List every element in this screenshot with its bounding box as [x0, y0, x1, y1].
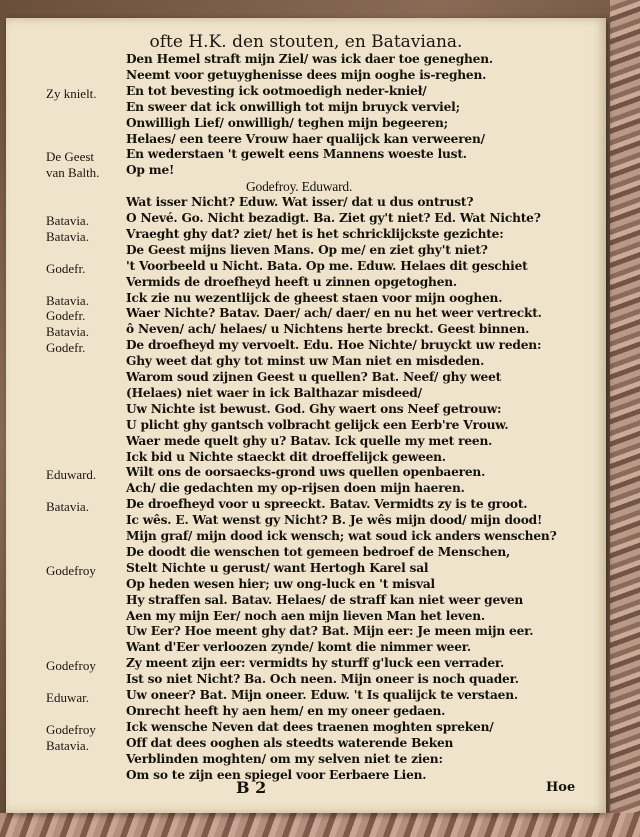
- verse-line: Neemt voor getuyghenisse dees mijn ooghe is-reghen.: [126, 67, 487, 82]
- verse-line: Ick zie nu wezentlijck de gheest staen voor mijn ooghen.: [126, 290, 503, 305]
- verse-line: En tot bevesting ick ootmoedigh neder-knieł/: [126, 83, 427, 98]
- verse-line: Ick wensche Neven dat dees traenen moghten spreken/: [126, 719, 494, 734]
- verse-line: Warom soud zijnen Geest u quellen? Bat. Neef/ ghy weet: [126, 370, 502, 384]
- verse-line: De Geest mijns lieven Mans. Op me/ en ziet ghy't niet?: [126, 242, 488, 257]
- verse-line: Want d'Eer verloozen zynde/ komt die nimmer weer.: [126, 640, 471, 655]
- speaker-label: Godefroy: [46, 721, 96, 737]
- speaker-label: van Balth.: [46, 165, 100, 181]
- verse-line: Zy meent zijn eer: vermidts hy sturff g'luck een verrader.: [126, 656, 505, 671]
- speaker-label: De Geest: [46, 149, 95, 165]
- verse-line: Ist so niet Nicht? Ba. Och neen. Mijn oneer is noch quader.: [126, 672, 519, 687]
- verse-line: Vermids de droefheyd heeft u zinnen opgetoghen.: [126, 274, 457, 289]
- verse-line: Waer mede quelt ghy u? Batav. Ick quelle my met reen.: [126, 433, 493, 448]
- speaker-label: Godefroy: [46, 658, 96, 674]
- speaker-label: Zy knielt.: [46, 85, 97, 101]
- verse-line: Den Hemel straft mijn Ziel/ was ick daer toe geneghen.: [126, 52, 493, 66]
- verse-line: U plicht ghy gantsch volbracht gelijck een Eerb're Vrouw.: [126, 417, 509, 432]
- verse-line: De droefheyd my vervoelt. Edu. Hoe Nichte/ bruyckt uw reden:: [126, 338, 542, 353]
- verse-line: Uw oneer? Bat. Mijn oneer. Eduw. 't Is qualijck te verstaen.: [126, 688, 518, 702]
- verse-line: De droefheyd voor u spreeckt. Batav. Vermidts zy is te groot.: [126, 497, 528, 512]
- speaker-label: Godefroy: [46, 562, 96, 578]
- verse-line: Wat isser Nicht? Eduw. Wat isser/ dat u dus ontrust?: [126, 195, 474, 210]
- verse-line: En wederstaen 't gewelt eens Mannens woeste lust.: [126, 147, 467, 162]
- verse-line: Op me!: [126, 163, 175, 178]
- book-page: [6, 18, 606, 813]
- verse-line: Ach/ die gedachten my op-rijsen doen mijn haeren.: [126, 481, 465, 496]
- verse-line: Wilt ons de oorsaecks-grond uws quellen openbaeren.: [126, 465, 486, 480]
- signature-mark: B 2: [236, 778, 267, 797]
- verse-line: Waer Nichte? Batav. Daer/ ach/ daer/ en nu het weer vertreckt.: [126, 306, 542, 321]
- marbled-bottom-edge: [0, 813, 640, 837]
- verse-line: Helaes/ een teere Vrouw haer qualijck kan verweeren/: [126, 131, 485, 146]
- speaker-label: Eduwar.: [46, 690, 89, 705]
- marbled-page-edge: [610, 0, 640, 837]
- catchword: Hoe: [546, 780, 576, 795]
- verse-line: Uw Nichte ist bewust. God. Ghy waert ons Neef getrouw:: [126, 401, 502, 416]
- verse-line: Verblinden moghten/ om my selven niet te zien:: [126, 751, 443, 766]
- verse-line: Ghy weet dat ghy tot minst uw Man niet en misdeden.: [126, 354, 485, 369]
- verse-line: Ick bid u Nichte staeckt dit droeffelijck geween.: [126, 449, 446, 464]
- verse-line: Op heden wesen hier; uw ong-luck en 't misval: [126, 576, 435, 591]
- verse-line: Onrecht heeft hy aen hem/ en my oneer gedaen.: [126, 703, 446, 718]
- speaker-label: Batavia.: [46, 324, 89, 340]
- verse-line: Onwilligh Lief/ onwilligh/ teghen mijn begeeren;: [126, 115, 448, 130]
- verse-line: (Helaes) niet waer in ick Balthazar misdeed/: [126, 385, 422, 400]
- verse-line: En sweer dat ick onwilligh tot mijn bruyck verviel;: [126, 99, 460, 114]
- verse-line: O Nevé. Go. Nicht bezadigt. Ba. Ziet gy't niet? Ed. Wat Nichte?: [126, 211, 541, 225]
- verse-line: Stelt Nichte u gerust/ want Hertogh Karel sal: [126, 560, 429, 575]
- verse-line: Vraeght ghy dat? ziet/ het is het schricklijckste gezichte:: [126, 226, 504, 241]
- speaker-label: Batavia.: [46, 228, 89, 244]
- verse-line: De doodt die wenschen tot gemeen bedroef de Menschen,: [126, 544, 511, 559]
- speaker-label: Godefr.: [46, 340, 86, 356]
- speaker-label: Godefr.: [46, 260, 86, 276]
- speaker-label: Batavia.: [46, 499, 89, 515]
- verse-line: Mijn graf/ mijn dood ick wensch; wat soud ick anders wenschen?: [126, 529, 557, 543]
- speaker-label: Eduward.: [46, 467, 97, 483]
- verse-line: Hy straffen sal. Batav. Helaes/ de straff kan niet weer geven: [126, 592, 524, 607]
- speaker-label: Godefr.: [46, 308, 86, 324]
- verse-line: Om so te zijn een spiegel voor Eerbaere Lien.: [126, 767, 427, 782]
- speaker-label: Batavia.: [46, 292, 89, 308]
- verse-line: 't Voorbeeld u Nicht. Bata. Op me. Eduw. Helaes dit geschiet: [126, 258, 528, 273]
- speaker-label: Batavia.: [46, 737, 89, 753]
- verse-line: Uw Eer? Hoe meent ghy dat? Bat. Mijn eer: Je meen mijn eer.: [126, 624, 534, 639]
- running-header: ofte H.K. den stouten, en Bataviana.: [149, 32, 463, 52]
- verse-line: Aen my mijn Eer/ noch aen mijn lieven Man het leven.: [126, 608, 485, 623]
- speaker-label: Batavia.: [46, 213, 89, 228]
- verse-line: Ic wês. E. Wat wenst gy Nicht? B. Je wês mijn dood/ mijn dood!: [126, 513, 543, 528]
- verse-line: Godefroy. Eduward.: [246, 179, 353, 195]
- verse-line: Off dat dees ooghen als steedts waterende Beken: [126, 735, 454, 750]
- verse-line: ô Neven/ ach/ helaes/ u Nichtens herte breckt. Geest binnen.: [126, 322, 530, 337]
